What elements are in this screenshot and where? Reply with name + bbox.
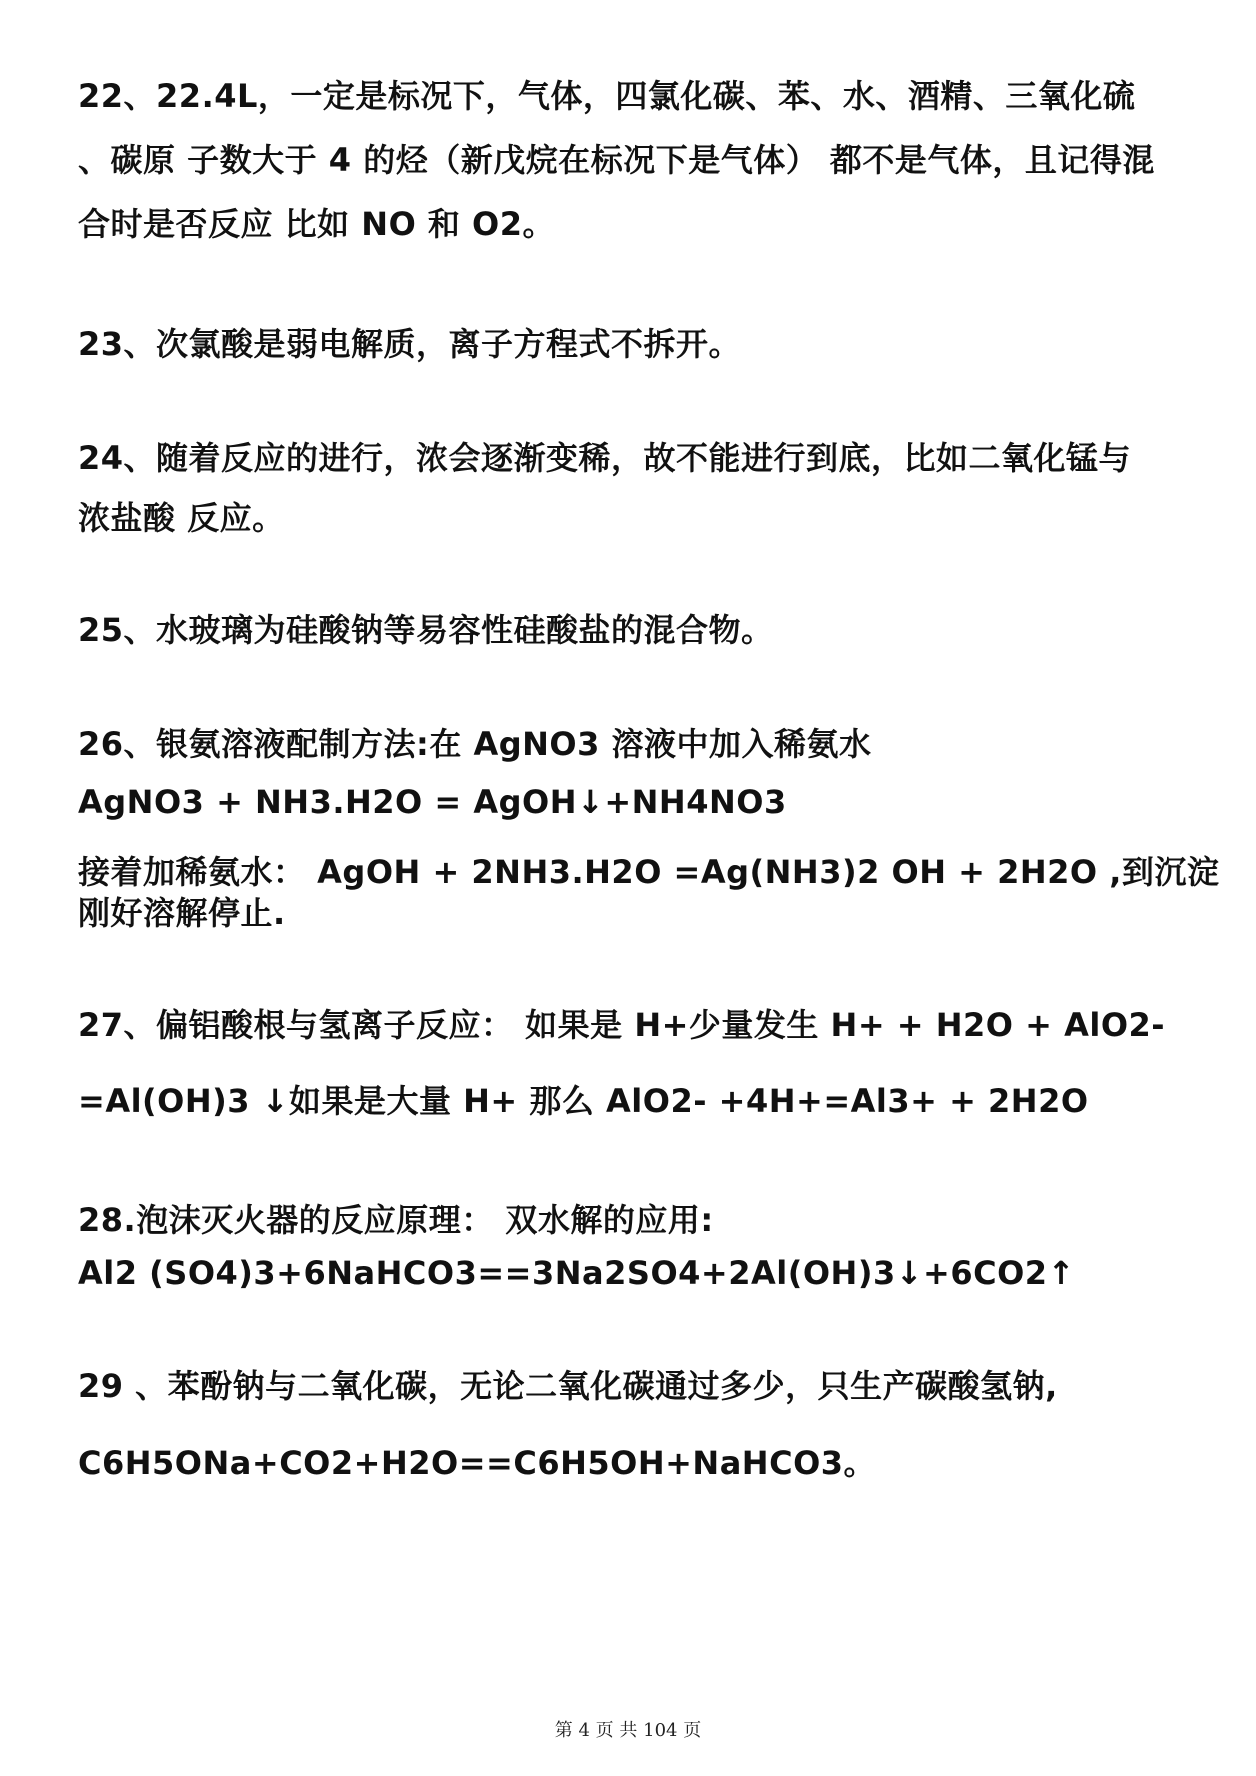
item-26-line-1: 26、银氨溶液配制方法:在 AgNO3 溶液中加入稀氨水 (78, 725, 872, 763)
item-28-line-1: 28.泡沫灭火器的反应原理： 双水解的应用: (78, 1201, 714, 1239)
page-number-footer: 第 4 页 共 104 页 (554, 1720, 702, 1741)
item-24-line-2: 浓盐酸 反应。 (78, 499, 285, 537)
item-26-line-2: AgNO3 + NH3.H2O = AgOH↓+NH4NO3 (78, 783, 787, 821)
item-28-line-2: Al2 (SO4)3+6NaHCO3==3Na2SO4+2Al(OH)3↓+6CO2↑ (78, 1254, 1075, 1292)
item-29-line-2: C6H5ONa+CO2+H2O==C6H5OH+NaHCO3。 (78, 1444, 877, 1482)
item-22-line-2: 、碳原 子数大于 4 的烃（新戊烷在标况下是气体） 都不是气体，且记得混 (78, 141, 1155, 179)
item-22-line-3: 合时是否反应 比如 NO 和 O2。 (78, 205, 556, 243)
item-22-line-1: 22、22.4L，一定是标况下，气体，四氯化碳、苯、水、酒精、三氧化硫 (78, 77, 1136, 115)
item-26-line-4: 刚好溶解停止. (78, 894, 286, 932)
item-26-line-3: 接着加稀氨水： AgOH + 2NH3.H2O =Ag(NH3)2 OH + 2H2O ,到沉淀 (78, 853, 1220, 891)
item-27-line-1: 27、偏铝酸根与氢离子反应： 如果是 H+少量发生 H+ + H2O + AlO2- (78, 1006, 1166, 1044)
item-23-line-1: 23、次氯酸是弱电解质，离子方程式不拆开。 (78, 325, 742, 363)
item-27-line-2: =Al(OH)3 ↓如果是大量 H+ 那么 AlO2- +4H+=Al3+ + 2H2O (78, 1082, 1089, 1120)
item-25-line-1: 25、水玻璃为硅酸钠等易容性硅酸盐的混合物。 (78, 611, 774, 649)
item-29-line-1: 29 、苯酚钠与二氧化碳，无论二氧化碳通过多少，只生产碳酸氢钠, (78, 1367, 1058, 1405)
item-24-line-1: 24、随着反应的进行，浓会逐渐变稀，故不能进行到底，比如二氧化锰与 (78, 439, 1132, 477)
